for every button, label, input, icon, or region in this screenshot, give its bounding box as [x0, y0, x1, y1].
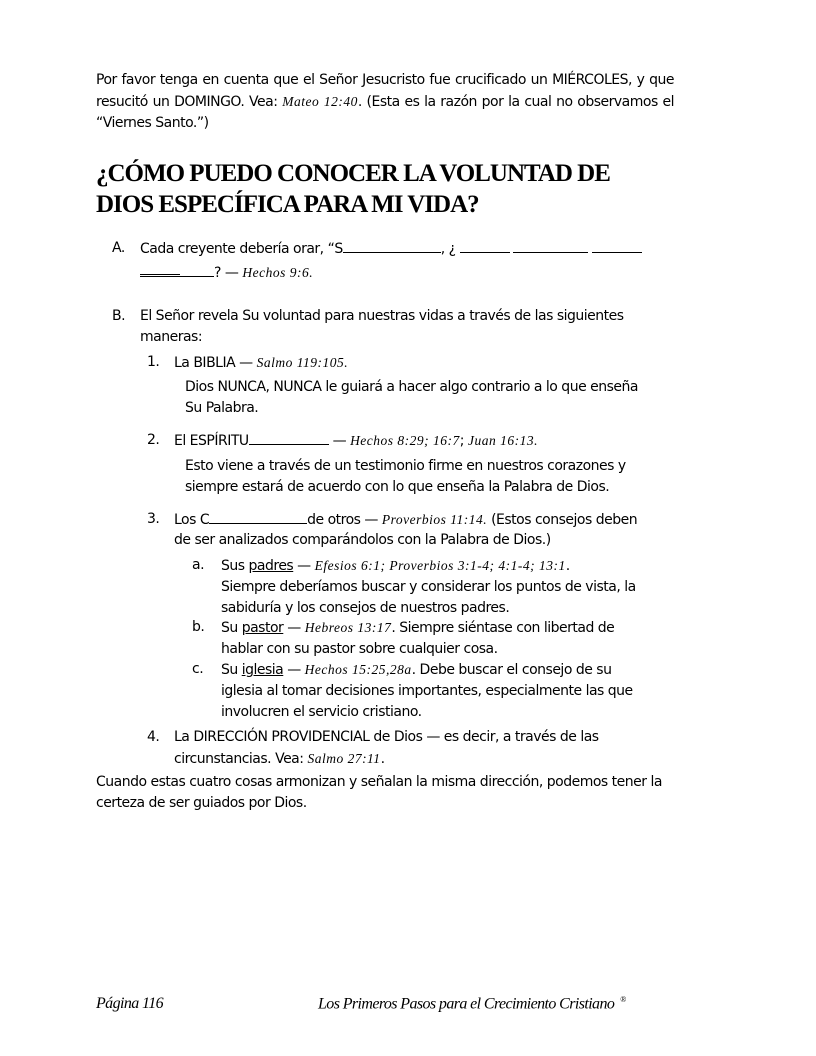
item-3a-pre: Sus: [221, 558, 249, 574]
scripture-reference: Salmo 27:11: [307, 751, 381, 766]
item-3b-pre: Su: [221, 620, 242, 636]
item-3a-text: [221, 555, 661, 619]
item-3c-text: [221, 659, 661, 723]
item-3a-line-3: sabiduría y los consejos de nuestros padres.: [221, 600, 510, 616]
scripture-reference: Hechos 9:6.: [242, 265, 314, 280]
item-3c-line-3: involucren el servicio cristiano.: [221, 704, 422, 720]
intro-text: Por favor tenga en cuenta que el Señor Jesucristo fue crucificado un MIÉRCOLES, y que resucitó un DOMINGO. Vea:: [96, 72, 674, 110]
item-a-line-2: [140, 262, 313, 284]
item-2-note-line-2: siempre estará de acuerdo con lo que enseña la Palabra de Dios.: [185, 479, 610, 495]
item-2-note-line-1: Esto viene a través de un testimonio firme en nuestros corazones y: [185, 458, 626, 474]
item-b-line-2: maneras:: [140, 329, 203, 345]
item-1-heading: La BIBLIA —: [174, 355, 253, 371]
registered-mark: ®: [620, 995, 626, 1004]
item-2-note: [185, 456, 626, 498]
item-3b-dash: —: [283, 620, 301, 636]
underlined-word: pastor: [241, 620, 284, 636]
fill-in-blank: [209, 509, 307, 524]
item-3-text: [174, 509, 664, 531]
item-3b-text: [221, 617, 661, 660]
item-2-text: [174, 430, 538, 452]
item-1-text: [174, 352, 348, 374]
item-4-dot: .: [380, 751, 385, 767]
item-a-sep: , ¿: [440, 241, 456, 257]
item-1-note: [185, 377, 638, 419]
item-3c-label: c.: [192, 661, 204, 677]
fill-in-blank: [513, 238, 588, 253]
item-3b-label: b.: [192, 619, 205, 635]
closing-line-1: Cuando estas cuatro cosas armonizan y señalan la misma dirección, podemos tener la: [96, 774, 662, 790]
item-3-label: 3.: [147, 511, 160, 527]
item-1-label: 1.: [147, 354, 160, 370]
item-2-dash: —: [328, 433, 347, 449]
intro-text-end: . (Esta es la razón por la cual no observamos el “Viernes Santo.”): [96, 94, 674, 131]
scripture-reference: Proverbios 11:14.: [381, 512, 488, 527]
item-3a-dot: .: [565, 558, 570, 574]
page-number: Página 116: [96, 995, 164, 1012]
book-title-text: Los Primeros Pasos para el Crecimiento Cristiano: [318, 995, 615, 1013]
underlined-word: padres: [248, 558, 294, 574]
title-line-1: ¿CÓMO PUEDO CONOCER LA VOLUNTAD DE: [96, 160, 610, 187]
fill-in-blank: [592, 238, 642, 253]
item-3-heading: Los C: [174, 512, 210, 528]
item-a-text: Cada creyente debería orar, “S: [140, 241, 343, 257]
item-3c-rest: . Debe buscar el consejo de su: [411, 662, 612, 678]
scripture-reference: Efesios 6:1; Proverbios 3:1-4; 4:1-4; 13:1: [314, 558, 566, 573]
closing-line-2: certeza de ser guiados por Dios.: [96, 795, 307, 811]
item-3-text-3: (Estos consejos deben: [491, 512, 638, 528]
item-3b-line-1: [221, 617, 661, 639]
book-title: [318, 995, 626, 1013]
item-4-text-2: circunstancias. Vea:: [174, 751, 308, 767]
intro-paragraph: [96, 70, 674, 134]
item-3b-rest: . Siempre siéntase con libertad de: [391, 620, 615, 636]
item-b-label: B.: [112, 308, 126, 324]
scripture-reference: Mateo 12:40: [282, 94, 358, 109]
scripture-reference: Hechos 15:25,28a: [304, 662, 412, 677]
scripture-reference: Hebreos 13:17: [304, 620, 392, 635]
item-1-note-line-1: Dios NUNCA, NUNCA le guiará a hacer algo contrario a lo que enseña: [185, 379, 638, 395]
item-3a-line-1: [221, 555, 661, 577]
item-2-heading: El ESPÍRITU: [174, 433, 249, 449]
item-3c-line-1: [221, 659, 661, 681]
item-3-text-2: de otros —: [307, 512, 378, 528]
item-4-line-2: [174, 748, 599, 770]
item-b-text: [140, 306, 624, 348]
item-2-sep: ;: [459, 433, 468, 449]
item-3b-line-2: hablar con su pastor sobre cualquier cosa.: [221, 641, 498, 657]
fill-in-blank: [460, 238, 510, 253]
scripture-reference: Salmo 119:105.: [256, 355, 349, 370]
item-4-text: [174, 727, 599, 770]
item-3a-dash: —: [293, 558, 311, 574]
scripture-reference: Juan 16:13.: [467, 433, 538, 448]
scripture-reference: Hechos 8:29; 16:7: [350, 433, 460, 448]
title-line-2: DIOS ESPECÍFICA PARA MI VIDA?: [96, 191, 479, 218]
section-title: [96, 158, 696, 220]
item-b-line-1: El Señor revela Su voluntad para nuestras vidas a través de las siguientes: [140, 308, 624, 324]
item-3a-label: a.: [192, 557, 205, 573]
item-3a-line-2: Siempre deberíamos buscar y considerar los puntos de vista, la: [221, 579, 636, 595]
item-4-label: 4.: [147, 729, 160, 745]
underlined-word: iglesia: [241, 662, 284, 678]
item-4-line-1: La DIRECCIÓN PROVIDENCIAL de Dios — es decir, a través de las: [174, 729, 599, 745]
item-2-label: 2.: [147, 432, 160, 448]
item-a-label: A.: [112, 240, 125, 256]
fill-in-blank: [140, 262, 214, 277]
item-3c-dash: —: [283, 662, 301, 678]
closing-paragraph: [96, 772, 662, 814]
fill-in-blank: [249, 430, 329, 445]
item-3c-pre: Su: [221, 662, 242, 678]
item-3-line-2: de ser analizados comparándolos con la Palabra de Dios.): [174, 532, 551, 548]
fill-in-blank: [343, 238, 441, 253]
item-3c-line-2: iglesia al tomar decisiones importantes, especialmente las que: [221, 683, 633, 699]
item-1-note-line-2: Su Palabra.: [185, 400, 259, 416]
item-a-end: ? —: [214, 265, 239, 281]
